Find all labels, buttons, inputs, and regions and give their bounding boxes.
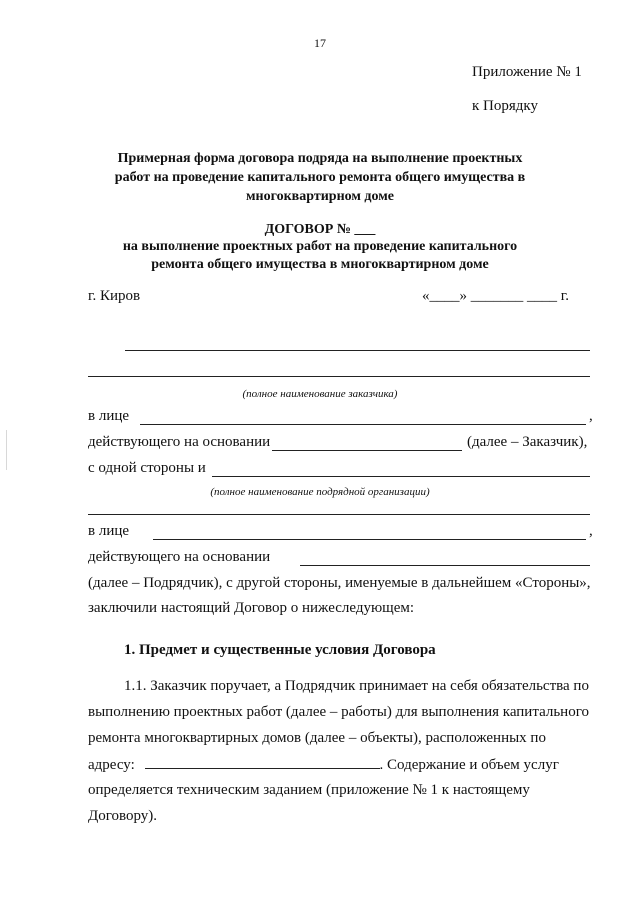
customer-name-line-1[interactable] [125,350,590,351]
clause-1-1-line-4 [88,756,559,774]
acting-basis-label-2: действующего на основании [88,549,271,565]
contractor-basis-line[interactable] [300,565,590,566]
one-side-label: с одной стороны и [88,460,206,476]
acting-basis-label-1: действующего на основании [88,434,271,450]
contract-subtitle-line-2: ремонта общего имущества в многоквартирном доме [151,257,489,272]
parties-text-line-1 [88,575,594,592]
customer-name-caption: (полное наименование заказчика) [242,388,398,400]
customer-basis-line[interactable] [272,450,462,451]
comma-1: , [589,408,593,424]
clause-1-1-line-6: Договору). [88,808,158,824]
contract-subtitle-line-1: на выполнение проектных работ на проведение капитального [122,239,518,254]
parties-text-line-1-content: (далее – Подрядчик), с другой стороны, именуемые в дальнейшем «Стороны», [88,575,591,591]
section-1-title: 1. Предмет и существенные условия Договора [124,642,436,658]
in-person-label-2: в лице [88,523,130,539]
clause-1-1-line-1: 1.1. Заказчик поручает, а Подрядчик принимает на себя обязательства по [124,678,589,694]
form-title-line-3: многоквартирном доме [246,189,394,204]
parties-text-line-2: заключили настоящий Договор о нижеследующем: [88,600,415,616]
customer-representative-line[interactable] [140,424,586,425]
clause-1-1-line-2: выполнению проектных работ (далее – работы) для выполнения капитального [88,704,589,720]
contractor-name-line-1[interactable] [212,476,590,477]
clause-1-1-line-5: определяется техническим заданием (приложение № 1 к настоящему [88,782,530,798]
contractor-representative-line[interactable] [153,539,586,540]
city: г. Киров [88,288,141,304]
contractor-name-caption: (полное наименование подрядной организации) [210,486,430,498]
appendix-number: Приложение № 1 [472,64,582,80]
appendix-reference: к Порядку [472,98,538,114]
contractor-name-line-2[interactable] [88,514,590,515]
clause-1-1-line-4-suffix: . Содержание и объем услуг [379,757,559,773]
contract-date: «____» _______ ____ г. [422,288,569,304]
customer-name-line-2[interactable] [88,376,590,377]
clause-1-1-line-3: ремонта многоквартирных домов (далее – объекты), расположенных по [88,730,546,746]
comma-2: , [589,523,593,539]
form-title-line-1: Примерная форма договора подряда на выполнение проектных [117,151,523,166]
in-person-label-1: в лице [88,408,130,424]
address-label: адресу: [88,757,135,773]
scan-margin-mark [6,430,7,470]
address-input-line[interactable] [145,756,380,769]
form-title-line-2: работ на проведение капитального ремонта общего имущества в [114,170,526,185]
contract-title: ДОГОВОР № ___ [264,222,376,237]
customer-designation: (далее – Заказчик), [467,434,588,450]
page-number: 17 [314,36,326,50]
